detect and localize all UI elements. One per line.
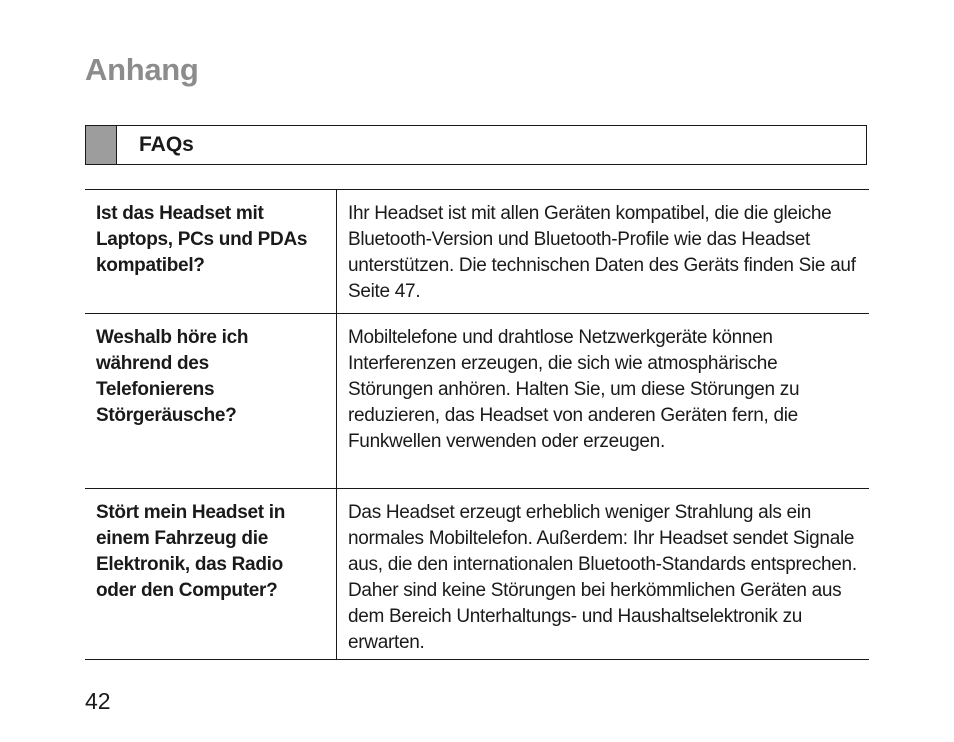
faq-table bbox=[85, 189, 869, 660]
faq-question: Weshalb höre ich während des Telefonierens Störgeräusche? bbox=[85, 314, 337, 488]
faq-question: Ist das Headset mit Laptops, PCs und PDAs kompatibel? bbox=[85, 190, 337, 313]
faq-answer: Das Headset erzeugt erheblich weniger Strahlung als ein normales Mobiltelefon. Außerdem: Ihr Headset sendet Signale aus, die den internationalen Bluetooth-Standards entsprechen. Daher sind keine Störungen bei herkömmlichen Geräten aus dem Bereich Unterhaltungs- und Haushaltselektronik zu erwarten. bbox=[348, 502, 857, 653]
faq-answer: Ihr Headset ist mit allen Geräten kompatibel, die die gleiche Bluetooth-Version und Bluetooth-Profile wie das Headset unterstützen. Die technischen Daten des Geräts finden Sie auf Seite 47. bbox=[348, 203, 856, 302]
section-title: FAQs bbox=[139, 133, 194, 156]
section-marker bbox=[86, 126, 117, 164]
page-number: 42 bbox=[85, 688, 111, 714]
faq-row bbox=[85, 190, 869, 314]
faq-question: Stört mein Headset in einem Fahrzeug die Elektronik, das Radio oder den Computer? bbox=[85, 489, 337, 659]
faq-answer: Mobiltelefone und drahtlose Netzwerkgeräte können Interferenzen erzeugen, die sich wie atmosphärische Störungen anhören. Halten Sie, um diese Störungen zu reduzieren, das Headset von anderen Geräten fern, die Funkwellen verwenden oder erzeugen. bbox=[348, 327, 800, 452]
section-header bbox=[85, 125, 867, 165]
faq-row bbox=[85, 489, 869, 660]
faq-row bbox=[85, 314, 869, 489]
page-title: Anhang bbox=[85, 52, 199, 87]
